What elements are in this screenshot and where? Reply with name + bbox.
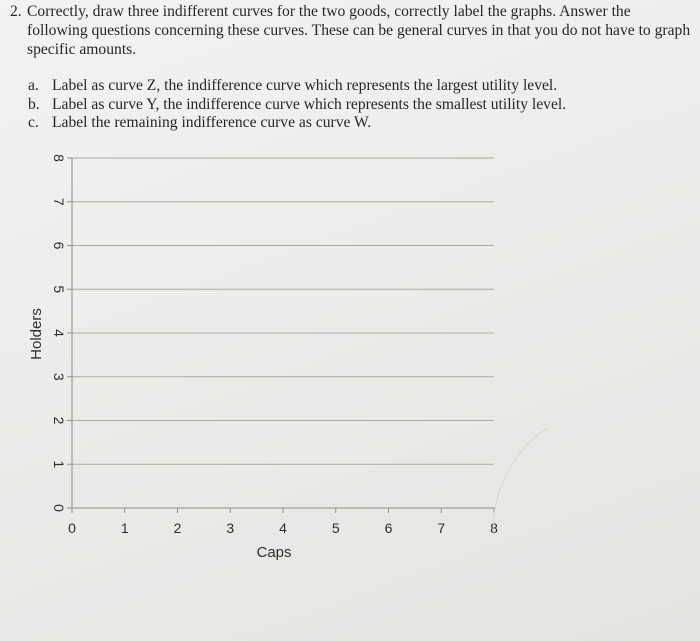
- y-tick-label-2: 2: [51, 416, 67, 425]
- y-tick-label-7: 7: [51, 197, 67, 206]
- x-tick-label-3: 3: [226, 520, 235, 536]
- pencil-mark: [493, 428, 548, 534]
- part-letter: c.: [28, 114, 39, 131]
- axes: [67, 158, 494, 513]
- x-tick-label-5: 5: [331, 520, 340, 536]
- y-tick-label-6: 6: [51, 241, 67, 250]
- x-tick-label-0: 0: [68, 520, 76, 536]
- y-tick-label-4: 4: [51, 329, 67, 337]
- y-tick-label-8: 8: [51, 154, 67, 162]
- grid-lines: [72, 158, 494, 464]
- y-tick-label-3: 3: [51, 372, 67, 381]
- y-tick-label-5: 5: [51, 285, 67, 294]
- part-letter: b.: [28, 95, 40, 113]
- part-text: Label as curve Y, the indifference curve which represents the smallest utility level.: [52, 95, 567, 113]
- x-tick-label-7: 7: [437, 520, 446, 536]
- y-tick-label-1: 1: [51, 460, 67, 469]
- question-text: Correctly, draw three indifferent curves for the two goods, correctly label the graphs. Answer the following questions concerning these curves. These can be general curves in that you do not have to graph specific amounts.: [27, 3, 691, 58]
- part-text: Label the remaining indifference curve as curve W.: [52, 114, 372, 131]
- x-tick-label-1: 1: [120, 520, 129, 536]
- y-tick-label-0: 0: [51, 504, 67, 512]
- part-text: Label as curve Z, the indifference curve which represents the largest utility level.: [52, 77, 558, 94]
- part-letter: a.: [28, 77, 39, 94]
- tick-labels: [51, 154, 498, 536]
- question-number: 2.: [10, 3, 22, 20]
- x-axis-label: Caps: [256, 544, 292, 561]
- y-axis-label: Holders: [28, 308, 45, 360]
- x-tick-label-8: 8: [490, 520, 498, 536]
- x-tick-label-4: 4: [279, 520, 287, 536]
- x-tick-label-2: 2: [173, 520, 182, 536]
- x-tick-label-6: 6: [384, 520, 393, 536]
